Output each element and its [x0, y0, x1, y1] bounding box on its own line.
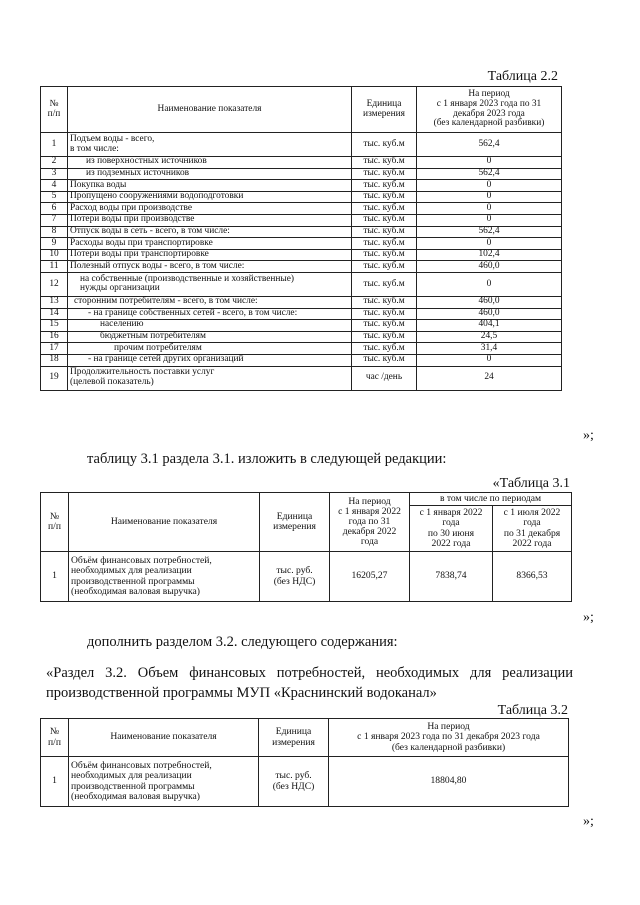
row-name: Расход воды при производстве — [68, 203, 352, 215]
row-name: Подъем воды - всего, в том числе: — [68, 133, 352, 157]
row-num: 7 — [41, 214, 68, 226]
table-2-2-caption: Таблица 2.2 — [487, 69, 558, 84]
header-period: На период с 1 января 2023 года по 31 декабря 2023 года (без календарной разбивки) — [329, 719, 569, 757]
header-period: На период с 1 января 2022 года по 31 декабря 2022 года — [330, 493, 410, 552]
row-unit: тыс. куб.м — [352, 320, 417, 332]
instruction-text-1: таблицу 3.1 раздела 3.1. изложить в следующей редакции: — [87, 451, 447, 467]
row-unit: тыс. куб.м — [352, 331, 417, 343]
row-unit: тыс. куб.м — [352, 214, 417, 226]
row-value: 0 — [417, 157, 562, 169]
row-num: 1 — [41, 757, 69, 807]
row-num: 14 — [41, 308, 68, 320]
table-row — [41, 249, 562, 261]
header-subperiods: в том числе по периодам — [410, 493, 572, 506]
header-period-h1: с 1 января 2022 года по 30 июня 2022 года — [410, 506, 493, 552]
row-unit: тыс. куб.м — [352, 272, 417, 296]
table-row — [41, 354, 562, 366]
row-unit: тыс. куб.м — [352, 191, 417, 203]
row-value: 24 — [417, 366, 562, 390]
table-3-1-close-quote: »; — [583, 610, 594, 625]
row-value: 460,0 — [417, 261, 562, 273]
table-row — [41, 757, 569, 807]
row-unit: тыс. куб.м — [352, 261, 417, 273]
row-value: 102,4 — [417, 249, 562, 261]
table-row — [41, 343, 562, 355]
header-num: № п/п — [41, 719, 69, 757]
row-value: 562,4 — [417, 133, 562, 157]
row-num: 11 — [41, 261, 68, 273]
table-row — [41, 214, 562, 226]
row-value: 562,4 — [417, 226, 562, 238]
header-period: На период с 1 января 2023 года по 31 декабря 2023 года (без календарной разбивки) — [417, 87, 562, 133]
row-name: Объём финансовых потребностей, необходимых для реализации производственной программы (необходимая валовая выручка) — [69, 552, 260, 602]
row-value: 24,5 — [417, 331, 562, 343]
table-3-1 — [40, 492, 572, 602]
row-value: 0 — [417, 272, 562, 296]
row-unit: тыс. куб.м — [352, 168, 417, 180]
row-name: Потери воды при транспортировке — [68, 249, 352, 261]
row-num: 6 — [41, 203, 68, 215]
table-row — [41, 157, 562, 169]
table-row — [41, 238, 562, 250]
table-3-2-close-quote: »; — [583, 814, 594, 829]
header-name: Наименование показателя — [69, 493, 260, 552]
row-value: 0 — [417, 191, 562, 203]
row-name: из подземных источников — [68, 168, 352, 180]
row-name: Объём финансовых потребностей, необходимых для реализации производственной программы (необходимая валовая выручка) — [69, 757, 259, 807]
row-name: сторонним потребителям - всего, в том числе: — [68, 296, 352, 308]
row-name: Отпуск воды в сеть - всего, в том числе: — [68, 226, 352, 238]
table-3-2 — [40, 718, 569, 807]
row-unit: тыс. куб.м — [352, 238, 417, 250]
row-value: 0 — [417, 203, 562, 215]
row-name: Потери воды при производстве — [68, 214, 352, 226]
row-value: 0 — [417, 354, 562, 366]
row-num: 1 — [41, 552, 69, 602]
row-value: 562,4 — [417, 168, 562, 180]
row-num: 1 — [41, 133, 68, 157]
row-name: бюджетным потребителям — [68, 331, 352, 343]
header-unit: Единица измерения — [260, 493, 330, 552]
row-num: 18 — [41, 354, 68, 366]
row-num: 4 — [41, 180, 68, 192]
row-total: 16205,27 — [330, 552, 410, 602]
header-period-h2: с 1 июля 2022 года по 31 декабря 2022 года — [493, 506, 572, 552]
row-name: Расходы воды при транспортировке — [68, 238, 352, 250]
row-unit: тыс. куб.м — [352, 354, 417, 366]
header-name: Наименование показателя — [69, 719, 259, 757]
table-row — [41, 133, 562, 157]
row-unit: час /день — [352, 366, 417, 390]
instruction-text-2: дополнить разделом 3.2. следующего содержания: — [87, 634, 398, 650]
row-unit: тыс. куб.м — [352, 249, 417, 261]
table-row — [41, 180, 562, 192]
row-name: из поверхностных источников — [68, 157, 352, 169]
row-unit: тыс. руб. (без НДС) — [260, 552, 330, 602]
table-row — [41, 296, 562, 308]
row-unit: тыс. куб.м — [352, 343, 417, 355]
row-value-h2: 8366,53 — [493, 552, 572, 602]
row-num: 10 — [41, 249, 68, 261]
table-3-2-caption: Таблица 3.2 — [497, 703, 568, 718]
table-row — [41, 308, 562, 320]
header-num: № п/п — [41, 87, 68, 133]
row-name: на собственные (производственные и хозяйственные) нужды организации — [68, 272, 352, 296]
row-num: 8 — [41, 226, 68, 238]
row-name: населению — [68, 320, 352, 332]
row-unit: тыс. куб.м — [352, 203, 417, 215]
section-3-2-heading-line-1: «Раздел 3.2. Объем финансовых потребностей, необходимых для реализации — [46, 665, 573, 681]
row-num: 15 — [41, 320, 68, 332]
row-name: Пропущено сооружениями водоподготовки — [68, 191, 352, 203]
section-3-2-heading-line-2: производственной программы МУП «Краснинский водоканал» — [46, 685, 437, 701]
header-num: № п/п — [41, 493, 69, 552]
row-unit: тыс. куб.м — [352, 226, 417, 238]
row-num: 2 — [41, 157, 68, 169]
table-2-2 — [40, 86, 562, 391]
row-value: 404,1 — [417, 320, 562, 332]
row-value: 460,0 — [417, 296, 562, 308]
table-row — [41, 261, 562, 273]
table-row — [41, 168, 562, 180]
table-row — [41, 203, 562, 215]
header-name: Наименование показателя — [68, 87, 352, 133]
row-unit: тыс. руб. (без НДС) — [259, 757, 329, 807]
row-value: 0 — [417, 180, 562, 192]
table-row — [41, 331, 562, 343]
row-num: 9 — [41, 238, 68, 250]
header-unit: Единица измерения — [259, 719, 329, 757]
row-unit: тыс. куб.м — [352, 157, 417, 169]
row-unit: тыс. куб.м — [352, 308, 417, 320]
table-row — [41, 320, 562, 332]
row-unit: тыс. куб.м — [352, 296, 417, 308]
row-value: 18804,80 — [329, 757, 569, 807]
row-value-h1: 7838,74 — [410, 552, 493, 602]
row-name: Покупка воды — [68, 180, 352, 192]
row-value: 460,0 — [417, 308, 562, 320]
table-row — [41, 226, 562, 238]
table-row — [41, 552, 572, 602]
row-value: 0 — [417, 214, 562, 226]
row-value: 31,4 — [417, 343, 562, 355]
row-unit: тыс. куб.м — [352, 133, 417, 157]
header-unit: Единица измерения — [352, 87, 417, 133]
row-name: - на границе собственных сетей - всего, в том числе: — [68, 308, 352, 320]
row-num: 12 — [41, 272, 68, 296]
row-value: 0 — [417, 238, 562, 250]
table-2-2-body — [41, 133, 562, 391]
row-num: 16 — [41, 331, 68, 343]
row-name: - на границе сетей других организаций — [68, 354, 352, 366]
table-row — [41, 272, 562, 296]
table-3-1-caption: «Таблица 3.1 — [492, 476, 570, 491]
table-row — [41, 191, 562, 203]
row-unit: тыс. куб.м — [352, 180, 417, 192]
row-name: Продолжительность поставки услуг (целевой показатель) — [68, 366, 352, 390]
row-num: 17 — [41, 343, 68, 355]
table-2-2-close-quote: »; — [583, 428, 594, 443]
row-num: 3 — [41, 168, 68, 180]
row-num: 5 — [41, 191, 68, 203]
row-name: Полезный отпуск воды - всего, в том числе: — [68, 261, 352, 273]
row-num: 19 — [41, 366, 68, 390]
table-row — [41, 366, 562, 390]
row-num: 13 — [41, 296, 68, 308]
row-name: прочим потребителям — [68, 343, 352, 355]
